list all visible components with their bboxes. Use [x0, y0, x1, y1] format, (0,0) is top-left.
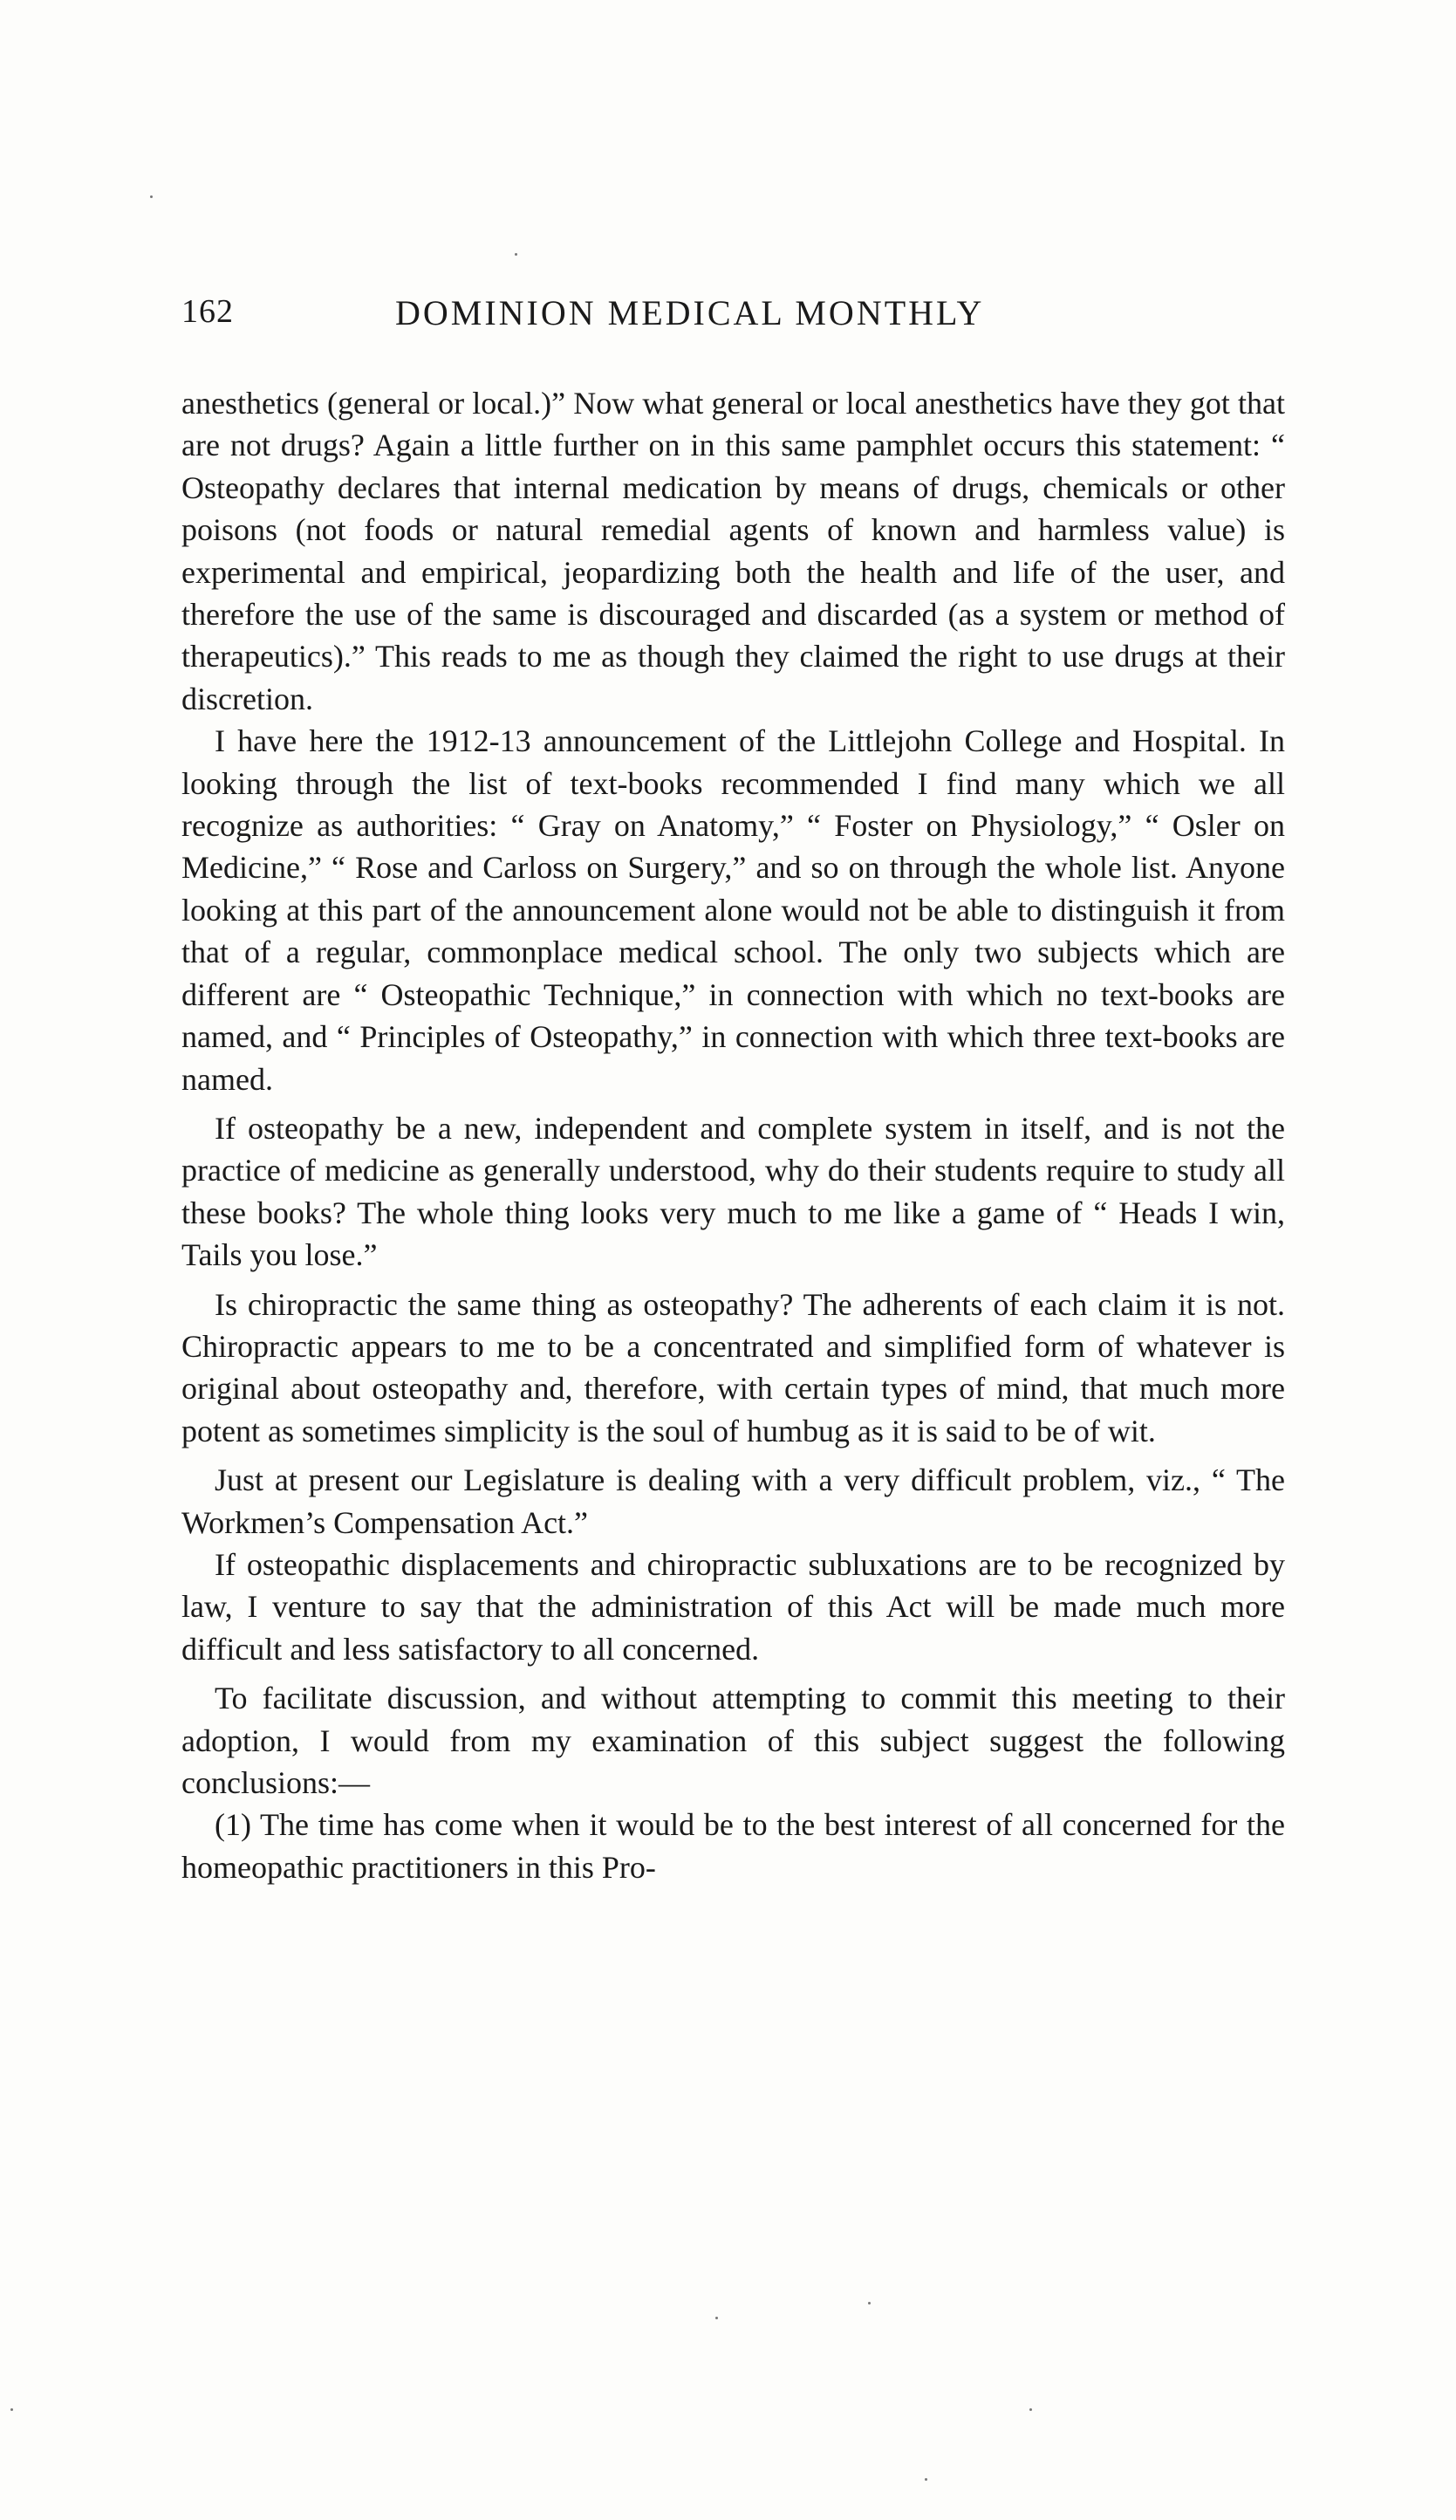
running-head: DOMINION MEDICAL MONTHLY: [395, 293, 985, 332]
paragraph-conclusion-1: (1) The time has come when it would be to the best interest of all concerned for the homeopathic practitioners in this Pro-: [181, 1807, 1285, 1885]
paragraph-legislature: Just at present our Legislature is dealing with a very difficult problem, viz., “ The Workmen’s Compensation Act.”: [181, 1462, 1285, 1540]
paper-speck: [715, 2317, 718, 2319]
paragraph-littlejohn-announcement: I have here the 1912-13 announcement of the Littlejohn College and Hospital. In looking through the list of text-books recommended I find many which we all recognize as authorities: “ Gray on Anatomy,” “ Foster on Physiology,” “ Osler on Medicine,” “ Rose and Carloss on Surgery,” and so on through the whole list. Anyone looking at this part of the announcement alone would not be able to distinguish it from that of a regular, commonplace medical school. The only two subjects which are different are “ Osteopathic Technique,” in connection with which no text-books are named, and “ Principles of Osteopathy,” in connection with which three text-books are named.: [181, 723, 1285, 1097]
paper-speck: [925, 2478, 927, 2481]
paper-speck: [150, 195, 153, 198]
body-text: [181, 382, 1285, 1888]
paragraph-conclusions-intro: To facilitate discussion, and without attempting to commit this meeting to their adoption, I would from my examination of this subject suggest the following conclusions:—: [181, 1681, 1285, 1800]
paper-speck: [868, 2302, 871, 2304]
paper-speck: [1029, 2408, 1032, 2411]
paper-speck: [515, 253, 517, 256]
paragraph-chiropractic: Is chiropractic the same thing as osteopathy? The adherents of each claim it is not. Chiropractic appears to me to be a concentrated and simplified form of whatever is original about osteopathy and, therefore, with certain types of mind, that much more potent as sometimes simplicity is the soul of humbug as it is said to be of wit.: [181, 1286, 1285, 1448]
paragraph-displacements: If osteopathic displacements and chiropractic subluxations are to be recognized by law, I venture to say that the administration of this Act will be made much more difficult and less satisfactory to all concerned.: [181, 1546, 1285, 1667]
page-number: 162: [181, 293, 234, 330]
page-header: [181, 292, 1093, 345]
paragraph-osteopathy-system: If osteopathy be a new, independent and complete system in itself, and is not the practice of medicine as generally understood, why do their students require to study all these books? The whole thing looks very much to me like a game of “ Heads I win, Tails you lose.”: [181, 1110, 1285, 1273]
paragraph-anesthetics: anesthetics (general or local.)” Now what general or local anesthetics have they got that are not drugs? Again a little further on in this same pamphlet occurs this statement: “ Osteopathy declares that internal medication by means of drugs, chemicals or other poisons (not foods or natural remedial agents of known and harmless value) is experimental and empirical, jeopardizing both the health and life of the user, and therefore the use of the same is discouraged and discarded (as a system or method of therapeutics).” This reads to me as though they claimed the right to use drugs at their discretion.: [181, 386, 1285, 716]
paper-speck: [10, 2408, 13, 2411]
